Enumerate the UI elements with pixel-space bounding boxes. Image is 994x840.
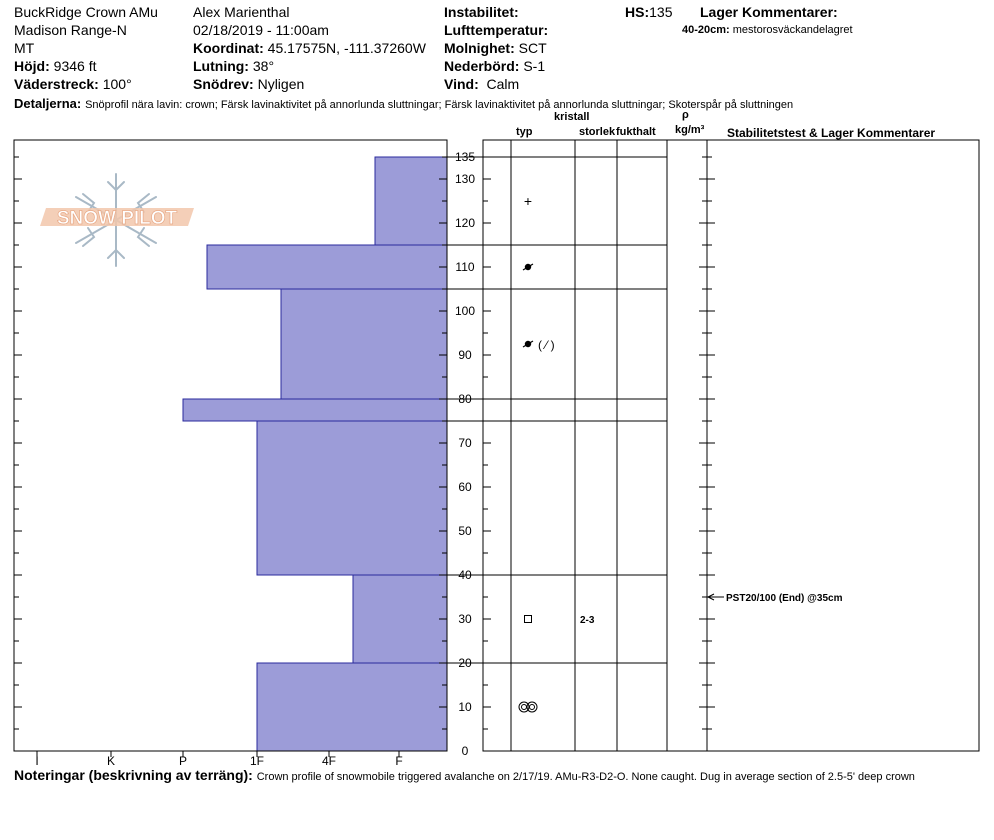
wind-label: Vind: (444, 76, 479, 92)
depth-tick-label: 130 (454, 172, 476, 186)
depth-tick-label: 70 (458, 436, 472, 450)
snowpilot-logo-text: SNOW PILOT (56, 208, 178, 229)
hardness-bars (183, 157, 447, 751)
precip-label: Nederbörd: (444, 58, 520, 74)
depth-tick-label: 40 (458, 568, 472, 582)
melt-inner-ring (530, 705, 535, 710)
layer-comment-text: mestorosväckandelagret (732, 24, 853, 36)
coordinate-value: 45.17575N, -111.37260W (267, 40, 426, 56)
melt-inner-ring (522, 705, 527, 710)
hs-label: HS: (625, 4, 650, 20)
depth-tick-label: 120 (454, 216, 476, 230)
depth-tick-label: 10 (458, 700, 472, 714)
slope-value: 38° (252, 58, 275, 74)
notes-label: Noteringar (beskrivning av terräng): (14, 767, 253, 783)
hardness-bar (207, 245, 447, 289)
hardness-tick-label: P (178, 754, 188, 768)
col-crystal: kristall (554, 111, 590, 123)
col-density-unit: kg/m³ (675, 124, 705, 136)
rounding-faceted-symbol (523, 341, 533, 347)
observation-datetime: 02/18/2019 - 11:00am (193, 22, 329, 38)
coordinate-label: Koordinat: (193, 40, 264, 56)
depth-tick-label: 80 (458, 392, 472, 406)
drift-label: Snödrev: (193, 76, 254, 92)
col-rho: ρ (682, 109, 689, 121)
rounding-faceted-symbol (523, 264, 533, 270)
facet-symbol (525, 616, 532, 623)
notes-value: Crown profile of snowmobile triggered avalanche on 2/17/19. AMu-R3-D2-O. None caught. Dug in average section of 2.5-5' deep crown (256, 771, 915, 783)
depth-tick-label: 100 (454, 304, 476, 318)
hardness-tick-label: 1F (249, 754, 265, 768)
hardness-bar (257, 421, 447, 575)
hardness-bar (375, 157, 447, 245)
depth-tick-label: 135 (454, 150, 476, 164)
range-name: Madison Range-N (14, 22, 127, 38)
sky-value: SCT (518, 40, 547, 56)
instability-label: Instabilitet: (444, 4, 519, 20)
aspect-label: Väderstreck: (14, 76, 99, 92)
snowflake-icon (38, 172, 198, 268)
sky-label: Molnighet: (444, 40, 515, 56)
snowpilot-logo (38, 172, 198, 268)
depth-tick-label: 60 (458, 480, 472, 494)
hardness-bar (183, 399, 447, 421)
aspect-value: 100° (102, 76, 132, 92)
depth-tick-label: 90 (458, 348, 472, 362)
hardness-tick-label: 4F (321, 754, 337, 768)
notes (14, 767, 915, 784)
observer-name: Alex Marienthal (193, 4, 290, 20)
stability-tests (708, 593, 843, 604)
location-name: BuckRidge Crown AMu (14, 4, 158, 20)
layer-comment-depth: 40-20cm: (682, 24, 730, 36)
col-tests: Stabilitetstest & Lager Kommentarer (727, 126, 936, 140)
details-label: Detaljerna: (14, 96, 82, 111)
depth-tick-label: 0 (461, 744, 469, 758)
layer-table-frame (483, 140, 979, 751)
details-value: Snöprofil nära lavin: crown; Färsk lavinaktivitet på annorlunda sluttningar; Färsk lavinaktivitet på annorlunda sluttningar; Skoterspår på sluttningen (85, 99, 794, 111)
hardness-tick-label: I (35, 754, 39, 768)
depth-tick-label: 50 (458, 524, 472, 538)
layer-boundaries (447, 157, 667, 663)
elevation-label: Höjd: (14, 58, 50, 74)
hardness-tick-label: F (395, 754, 403, 768)
precip-particle-symbol: + (523, 193, 533, 209)
depth-tick-label: 110 (455, 260, 475, 274)
depth-tick-label: 30 (458, 612, 472, 626)
hardness-bar (281, 289, 447, 399)
grain-size-label: 2-3 (580, 615, 595, 626)
grain-secondary-symbol: ( ⁄ ) (538, 338, 555, 352)
hardness-tick-label: K (106, 754, 116, 768)
test-result-label: PST20/100 (End) @35cm (726, 593, 843, 604)
depth-tick-label: 20 (458, 656, 472, 670)
state-name: MT (14, 40, 35, 56)
slope-label: Lutning: (193, 58, 249, 74)
col-type: typ (516, 126, 533, 138)
hs-value: 135 (649, 4, 673, 20)
hardness-bar (257, 663, 447, 751)
col-moisture: fukthalt (616, 126, 656, 138)
melt-form-symbol (519, 702, 537, 712)
elevation-value: 9346 ft (53, 58, 97, 74)
grain-symbols (519, 193, 595, 712)
col-size: storlek (579, 126, 616, 138)
air-temp-label: Lufttemperatur: (444, 22, 549, 38)
precip-value: S-1 (523, 58, 546, 74)
drift-value: Nyligen (257, 76, 305, 92)
hardness-bar (353, 575, 447, 663)
layer-comments-title: Lager Kommentarer: (700, 4, 838, 20)
wind-value: Calm (486, 76, 520, 92)
